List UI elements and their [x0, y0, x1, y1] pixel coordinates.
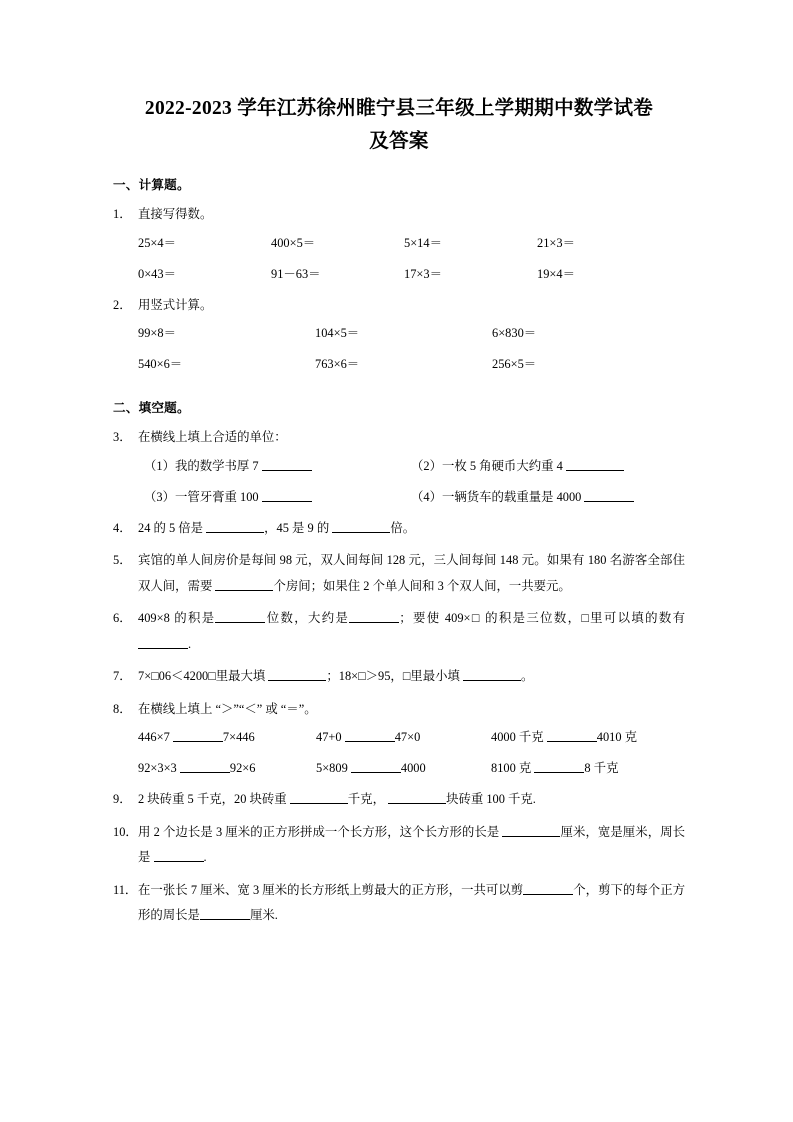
- question-9-number: 9．: [113, 792, 132, 806]
- question-7-part-c: 。: [520, 669, 534, 683]
- document-content: [113, 92, 685, 936]
- answer-blank[interactable]: [584, 489, 634, 502]
- expression: 256×5＝: [492, 357, 537, 371]
- comparison-left: 47+0: [316, 730, 342, 744]
- answer-blank[interactable]: [215, 578, 273, 591]
- title-line-2: 及答案: [369, 131, 429, 152]
- expression: 17×3＝: [404, 266, 442, 281]
- question-10-part-c: .: [203, 850, 207, 864]
- question-7-part-b: ；18×□＞95，□里最小填: [326, 669, 460, 683]
- answer-blank[interactable]: [523, 882, 573, 895]
- expression: 0×43＝: [138, 266, 176, 281]
- question-10-part-a: 用 2 个边长是 3 厘米的正方形拼成一个长方形，这个长方形的长是: [138, 824, 500, 839]
- question-6-part-d: .: [188, 636, 192, 651]
- question-11-number: 11．: [113, 882, 138, 897]
- sub-item-text: （4）一辆货车的载重量是 4000: [411, 489, 582, 504]
- answer-blank[interactable]: [345, 729, 395, 742]
- answer-blank[interactable]: [332, 520, 390, 533]
- comparison-left: 5×809: [316, 761, 348, 775]
- question-8-text: 在横线上填上 “＞”“＜” 或 “＝”。: [138, 701, 317, 716]
- question-3-sub-1: [144, 454, 411, 479]
- question-5-part-b: 个房间；如果住 2 个单人间和 3 个双人间，一共要: [273, 578, 547, 593]
- answer-blank[interactable]: [215, 610, 265, 623]
- expression: 5×14＝: [404, 235, 442, 250]
- question-6-part-c: ；要使 409×□ 的积是三位数，□里可以填的数有: [399, 611, 686, 625]
- comparison-item: [316, 725, 491, 750]
- question-1-row-1: [113, 231, 685, 262]
- expression: 540×6＝: [138, 357, 183, 371]
- question-5-part-c: 元。: [546, 578, 571, 593]
- expression: 6×830＝: [492, 326, 537, 340]
- question-6: [113, 606, 685, 657]
- question-5-part-a: 宾馆的单人间房价是每间 98 元，双人间每间 128 元，三人间每间 148 元。如果有 180 名游客全部住双人间，需要: [138, 553, 685, 593]
- answer-blank[interactable]: [262, 489, 312, 502]
- sub-item-text: （2）一枚 5 角硬币大约重 4: [411, 458, 563, 473]
- comparison-left: 8100 克: [491, 761, 532, 775]
- answer-blank[interactable]: [262, 458, 312, 471]
- question-7-part-a: 7×□06＜4200□里最大填: [138, 669, 266, 683]
- expression: 19×4＝: [537, 266, 575, 281]
- question-8-row-1: [113, 725, 685, 756]
- comparison-item: [138, 756, 316, 781]
- question-9: [113, 787, 685, 813]
- sub-item-text: （1）我的数学书厚 7: [144, 458, 259, 473]
- comparison-item: [491, 725, 671, 750]
- section-heading-calculation: 一、计算题。: [113, 178, 190, 192]
- question-9-part-c: 块砖重 100 千克.: [446, 792, 536, 806]
- expression: 21×3＝: [537, 235, 575, 250]
- expression: 99×8＝: [138, 326, 176, 340]
- question-4-part-c: 倍。: [390, 520, 416, 535]
- question-1: [113, 202, 685, 228]
- expression: 763×6＝: [315, 357, 360, 371]
- question-2-row-1: [113, 321, 685, 352]
- question-1-text: 直接写得数。: [138, 207, 213, 221]
- question-2-text: 用竖式计算。: [138, 297, 213, 312]
- comparison-right: 4010 克: [596, 730, 638, 744]
- page-title: [113, 92, 685, 158]
- question-11: [113, 878, 685, 929]
- question-2: [113, 293, 685, 319]
- question-4: [113, 516, 685, 542]
- question-11-part-b: 个，剪下的每个正方形的周长是: [138, 882, 686, 922]
- expression: 400×5＝: [271, 235, 316, 250]
- answer-blank[interactable]: [534, 760, 584, 773]
- question-3-subrow-2: [113, 485, 685, 516]
- question-11-part-c: 厘米.: [249, 908, 278, 922]
- question-10-number: 10．: [113, 824, 138, 839]
- question-4-part-b: ，45 是 9 的: [264, 520, 330, 535]
- answer-blank[interactable]: [206, 520, 264, 533]
- question-9-part-b: 千克，: [347, 792, 385, 806]
- comparison-item: [491, 756, 671, 781]
- answer-blank[interactable]: [502, 824, 560, 837]
- answer-blank[interactable]: [349, 610, 399, 623]
- comparison-left: 4000 千克: [491, 730, 544, 744]
- question-3-number: 3．: [113, 430, 132, 444]
- question-7-number: 7．: [113, 669, 132, 683]
- question-3-sub-4: [411, 485, 678, 510]
- answer-blank[interactable]: [154, 849, 204, 862]
- comparison-right: 4000: [400, 761, 426, 775]
- expression: 25×4＝: [138, 235, 176, 250]
- question-10-part-b: 厘米，宽是厘米，周长是: [138, 824, 686, 864]
- comparison-right: 7×446: [222, 730, 255, 744]
- answer-blank[interactable]: [173, 729, 223, 742]
- answer-blank[interactable]: [180, 760, 230, 773]
- answer-blank[interactable]: [351, 760, 401, 773]
- sub-item-text: （3）一管牙膏重 100: [144, 489, 259, 504]
- question-3: [113, 425, 685, 451]
- answer-blank[interactable]: [463, 668, 521, 681]
- question-11-part-a: 在一张长 7 厘米、宽 3 厘米的长方形纸上剪最大的正方形，一共可以剪: [138, 882, 524, 897]
- answer-blank[interactable]: [200, 907, 250, 920]
- answer-blank[interactable]: [388, 791, 446, 804]
- question-4-part-a: 24 的 5 倍是: [138, 520, 204, 535]
- comparison-right: 47×0: [394, 730, 421, 744]
- question-7: [113, 664, 685, 690]
- question-6-part-b: 位数，大约是: [265, 611, 350, 625]
- section-heading-fill-in-blank: 二、填空题。: [113, 401, 190, 415]
- question-2-row-2: [113, 352, 685, 383]
- question-3-subrow-1: [113, 454, 685, 485]
- question-3-sub-3: [144, 485, 411, 510]
- comparison-left: 446×7: [138, 730, 170, 744]
- question-8-number: 8．: [113, 701, 132, 716]
- question-4-number: 4．: [113, 520, 132, 535]
- question-3-sub-2: [411, 454, 678, 479]
- answer-blank[interactable]: [138, 636, 188, 649]
- comparison-left: 92×3×3: [138, 761, 177, 775]
- answer-blank[interactable]: [290, 791, 348, 804]
- expression: 91－63＝: [271, 266, 321, 281]
- answer-blank[interactable]: [268, 668, 326, 681]
- comparison-item: [138, 725, 316, 750]
- comparison-item: [316, 756, 491, 781]
- comparison-right: 8 千克: [584, 761, 619, 775]
- question-6-number: 6．: [113, 611, 132, 625]
- question-3-text: 在横线上填上合适的单位：: [138, 430, 287, 444]
- comparison-right: 92×6: [229, 761, 256, 775]
- question-1-number: 1．: [113, 207, 132, 221]
- question-8-row-2: [113, 756, 685, 787]
- question-2-number: 2．: [113, 297, 132, 312]
- question-9-part-a: 2 块砖重 5 千克，20 块砖重: [138, 792, 287, 806]
- question-5: [113, 548, 685, 599]
- question-1-row-2: [113, 262, 685, 293]
- answer-blank[interactable]: [547, 729, 597, 742]
- question-5-number: 5．: [113, 553, 132, 567]
- expression: 104×5＝: [315, 326, 360, 340]
- question-8: [113, 697, 685, 723]
- question-10: [113, 820, 685, 871]
- answer-blank[interactable]: [566, 458, 624, 471]
- question-6-part-a: 409×8 的积是: [138, 611, 216, 625]
- title-line-1: 2022-2023 学年江苏徐州睢宁县三年级上学期期中数学试卷: [144, 98, 654, 119]
